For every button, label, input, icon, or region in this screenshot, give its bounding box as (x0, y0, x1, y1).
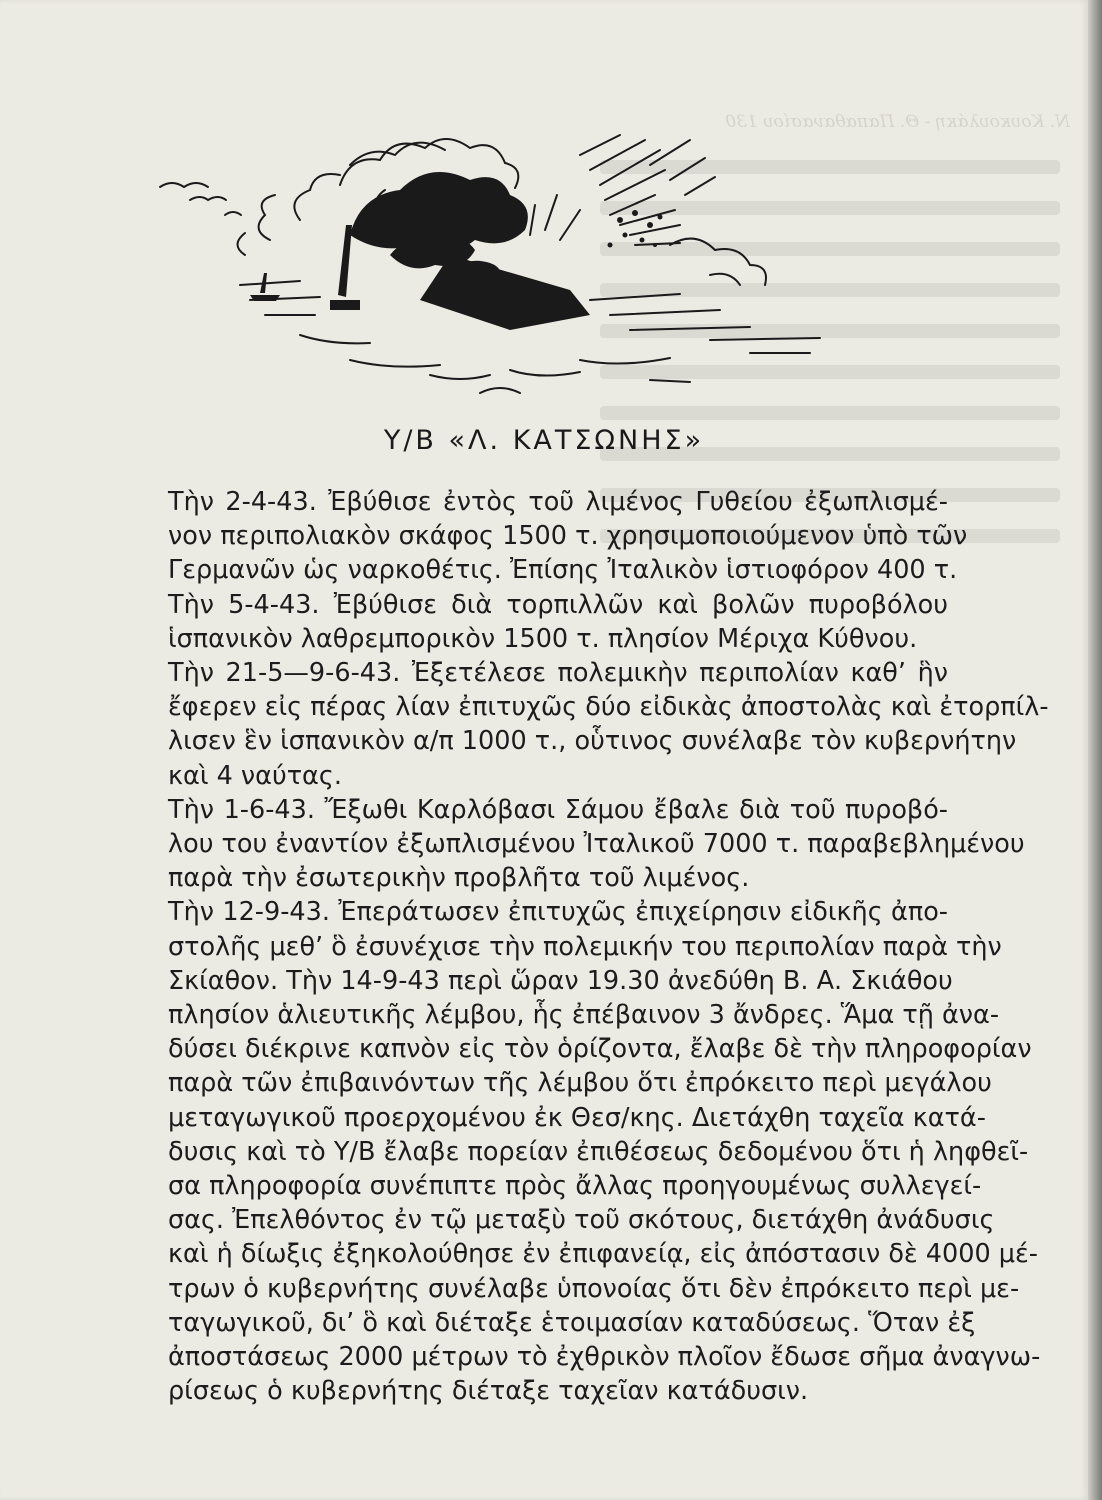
text-line: ἀποστάσεως 2000 μέτρων τὸ ἐχθρικὸν πλοῖον ἔδωσε σῆμα ἀναγνω- (168, 1342, 1041, 1373)
text-line: Γερμανῶν ὡς ναρκοθέτις. Ἐπίσης Ἰταλικὸν ἱστιοφόρον 400 τ. (168, 555, 958, 586)
text-line: σας. Ἐπελθόντος ἐν τῷ μεταξὺ τοῦ σκότους, διετάχθη ἀνάδυσις (168, 1205, 995, 1236)
paragraph-4 (118, 793, 1025, 896)
text-line: πλησίον ἁλιευτικῆς λέμβου, ἧς ἐπέβαινον 3 ἄνδρες. Ἅμα τῇ ἀνα- (168, 1000, 1000, 1031)
text-line: καὶ ἡ δίωξις ἐξηκολούθησε ἐν ἐπιφανείᾳ, εἰς ἀπόστασιν δὲ 4000 μέ- (168, 1239, 1039, 1270)
text-line: παρὰ τῶν ἐπιβαινόντων τῆς λέμβου ὅτι ἐπρόκειτο περὶ μεγάλου (168, 1068, 992, 1099)
page-edge (1088, 0, 1102, 1500)
text-line: καὶ 4 ναύτας. (168, 760, 342, 791)
text-line: Σκίαθον. Τὴν 14-9-43 περὶ ὥραν 19.30 ἀνεδύθη Β. Α. Σκιάθου (168, 965, 953, 996)
text-line: Τὴν 1-6-43. Ἔξωθι Καρλόβασι Σάμου ἔβαλε διὰ τοῦ πυροβό- (168, 794, 948, 825)
text-line: λου του ἐναντίον ἐξωπλισμένου Ἰταλικοῦ 7000 τ. παραβεβλημένου (168, 829, 1025, 860)
text-line: παρὰ τὴν ἐσωτερικὴν προβλῆτα τοῦ λιμένος. (168, 863, 750, 894)
text-line: Τὴν 12-9-43. Ἐπεράτωσεν ἐπιτυχῶς ἐπιχείρησιν εἰδικῆς ἀπο- (168, 897, 948, 928)
text-line: Τὴν 21-5—9-6-43. Ἐξετέλεσε πολεμικὴν περιπολίαν καθ’ ἣν (168, 658, 948, 689)
text-line: Τὴν 2-4-43. Ἐβύθισε ἐντὸς τοῦ λιμένος Γυθείου ἐξωπλισμέ- (168, 487, 948, 517)
paragraph-1 (118, 485, 968, 588)
text-line: τρων ὁ κυβερνήτης συνέλαβε ὑπονοίας ὅτι δὲν ἐπρόκειτο περὶ με- (168, 1273, 1020, 1304)
text-line: σα πληροφορία συνέπιπτε πρὸς ἄλλας προηγουμένως συλλεγεί- (168, 1171, 982, 1202)
text-line: ἔφερεν εἰς πέρας λίαν ἐπιτυχῶς δύο εἰδικὰς ἀποστολὰς καὶ ἐτορπίλ- (168, 692, 1049, 723)
bleed-through-header: Ν. Κουκουλάκη - Θ. Παπαθανασίου 130 (725, 112, 1070, 132)
section-title: Υ/Β «Λ. ΚΑΤΣΩΝΗΣ» (383, 425, 705, 456)
text-line: Τὴν 5-4-43. Ἐβύθισε διὰ τορπιλλῶν καὶ βολῶν πυροβόλου (168, 589, 948, 620)
sinking-ship-illustration (150, 125, 850, 415)
paragraph-2 (118, 588, 948, 656)
text-line: ρίσεως ὁ κυβερνήτης διέταξε ταχεῖαν κατάδυσιν. (168, 1376, 809, 1407)
text-line: νον περιπολιακὸν σκάφος 1500 τ. χρησιμοποιούμενον ὑπὸ τῶν (168, 521, 968, 552)
text-line: λισεν ἓν ἱσπανικὸν α/π 1000 τ., οὗτινος συνέλαβε τὸν κυβερνήτην (168, 726, 1017, 757)
text-line: δύσει διέκρινε καπνὸν εἰς τὸν ὁρίζοντα, ἔλαβε δὲ τὴν πληροφορίαν (168, 1034, 1032, 1065)
text-line: ἱσπανικὸν λαθρεμπορικὸν 1500 τ. πλησίον Μέριχα Κύθνου. (168, 623, 918, 654)
paragraph-5 (118, 895, 1041, 1408)
text-line: στολῆς μεθ’ ὃ ἐσυνέχισε τὴν πολεμικήν του περιπολίαν παρὰ τὴν (168, 931, 1002, 962)
paragraph-3 (118, 656, 1049, 793)
text-line: ταγωγικοῦ, δι’ ὃ καὶ διέταξε ἑτοιμασίαν καταδύσεως. Ὅταν ἐξ (168, 1307, 976, 1338)
text-line: μεταγωγικοῦ προερχομένου ἐκ Θεσ/κης. Διετάχθη ταχεῖα κατά- (168, 1102, 986, 1133)
text-line: δυσις καὶ τὸ Υ/Β ἔλαβε πορείαν ἐπιθέσεως δεδομένου ὅτι ἡ ληφθεῖ- (168, 1136, 1029, 1167)
body-text (118, 485, 1049, 1408)
